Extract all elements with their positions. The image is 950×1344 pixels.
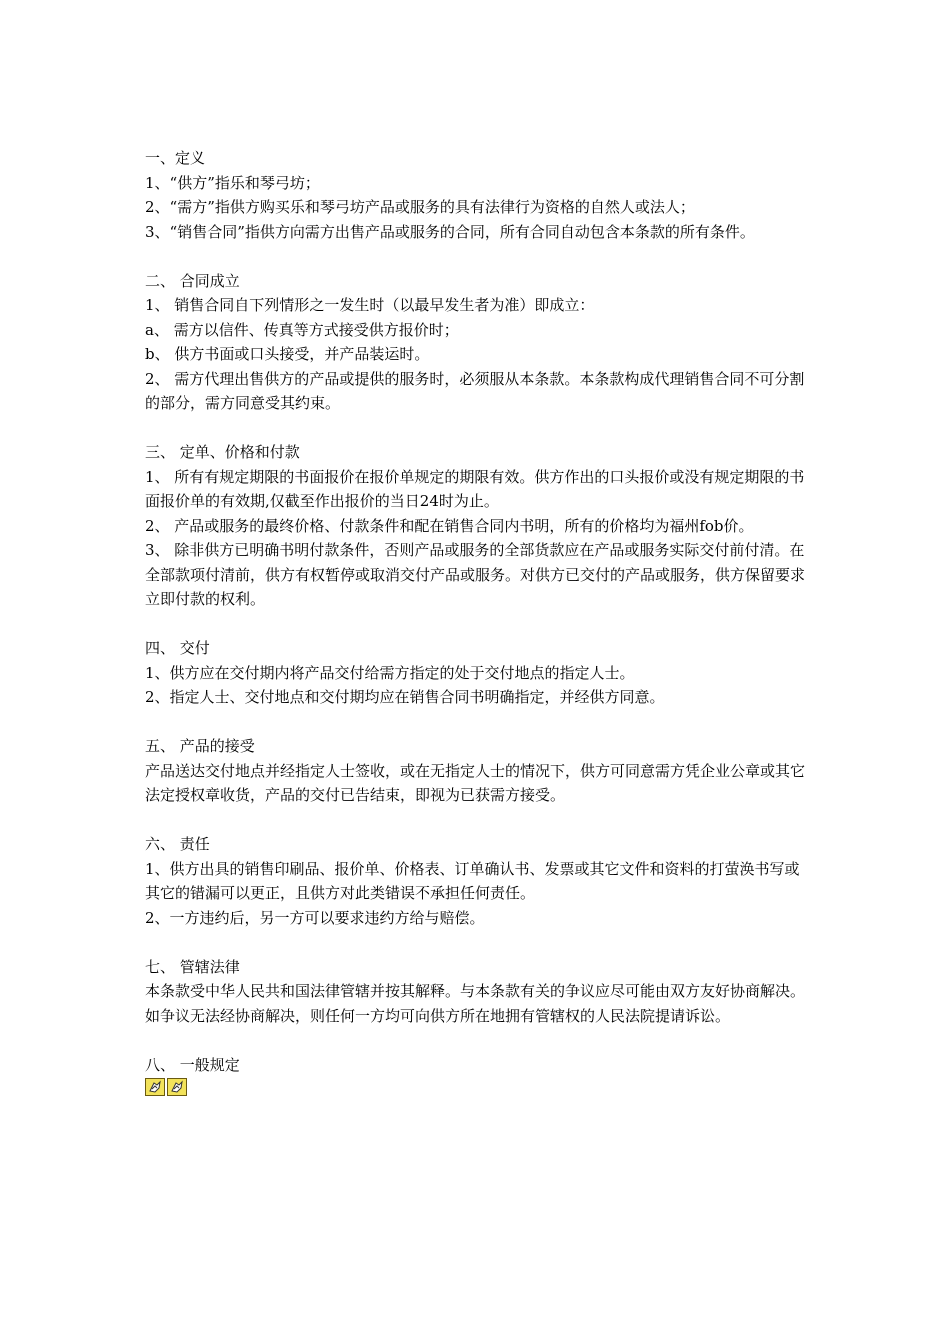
broken-image-icon: [145, 1078, 165, 1096]
section-delivery: [145, 636, 810, 710]
paragraph: 3、 除非供方已明确书明付款条件，否则产品或服务的全部货款应在产品或服务实际交付前付清。在全部款项付清前，供方有权暂停或取消交付产品或服务。对供方已交付的产品或服务，供方保留要求立即付款的权利。: [145, 541, 806, 608]
section-liability: [145, 832, 810, 930]
section-heading: 七、 管辖法律: [145, 957, 240, 976]
paragraph: 3、“销售合同”指供方向需方出售产品或服务的合同，所有合同自动包含本条款的所有条件。: [145, 222, 755, 241]
section-acceptance: [145, 734, 810, 808]
section-governing-law: [145, 955, 810, 1029]
paragraph: 1、供方出具的销售印刷品、报价单、价格表、订单确认书、发票或其它文件和资料的打萤涣书写或其它的错漏可以更正，且供方对此类错误不承担任何责任。: [145, 859, 800, 902]
section-heading: 五、 产品的接受: [145, 737, 255, 755]
paragraph: a、 需方以信件、传真等方式接受供方报价时；: [145, 320, 459, 339]
paragraph: 2、指定人士、交付地点和交付期均应在销售合同书明确指定，并经供方同意。: [145, 688, 665, 706]
section-heading: 八、 一般规定: [145, 1055, 240, 1074]
section-heading: 二、 合同成立: [145, 271, 240, 290]
section-orders-prices-payment: [145, 440, 810, 612]
paragraph: 1、 所有有规定期限的书面报价在报价单规定的期限有效。供方作出的口头报价或没有规定期限的书面报价单的有效期,仅截至作出报价的当日24时为止。: [145, 467, 805, 510]
paragraph: 1、供方应在交付期内将产品交付给需方指定的处于交付地点的指定人士。: [145, 663, 635, 682]
paragraph: 产品送达交付地点并经指定人士签收，或在无指定人士的情况下，供方可同意需方凭企业公章或其它法定授权章收货，产品的交付已告结束，即视为已获需方接受。: [145, 761, 806, 804]
document-body: [145, 146, 810, 1096]
section-heading: 六、 责任: [145, 835, 210, 853]
paragraph: b、 供方书面或口头接受，并产品装运时。: [145, 345, 430, 363]
paragraph: 1、“供方”指乐和琴弓坊；: [145, 173, 320, 192]
paragraph: 2、“需方”指供方购买乐和琴弓坊产品或服务的具有法律行为资格的自然人或法人；: [145, 198, 695, 216]
paragraph: 1、 销售合同自下列情形之一发生时（以最早发生者为准）即成立：: [145, 296, 595, 314]
embedded-image-placeholders: [145, 1078, 810, 1096]
section-general-provisions: [145, 1053, 810, 1097]
section-definitions: [145, 146, 810, 244]
paragraph: 2、 产品或服务的最终价格、付款条件和配在销售合同内书明，所有的价格均为福州fob价。: [145, 516, 754, 535]
paragraph: 本条款受中华人民共和国法律管辖并按其解释。与本条款有关的争议应尽可能由双方友好协商解决。如争议无法经协商解决，则任何一方均可向供方所在地拥有管辖权的人民法院提请诉讼。: [145, 982, 806, 1025]
broken-image-icon: [167, 1078, 187, 1096]
section-heading: 四、 交付: [145, 639, 210, 657]
paragraph: 2、一方违约后，另一方可以要求违约方给与赔偿。: [145, 908, 485, 927]
paragraph: 2、 需方代理出售供方的产品或提供的服务时，必须服从本条款。本条款构成代理销售合同不可分割的部分，需方同意受其约束。: [145, 369, 805, 412]
section-contract-formation: [145, 269, 810, 416]
section-heading: 一、定义: [145, 149, 206, 167]
section-heading: 三、 定单、价格和付款: [145, 443, 300, 461]
